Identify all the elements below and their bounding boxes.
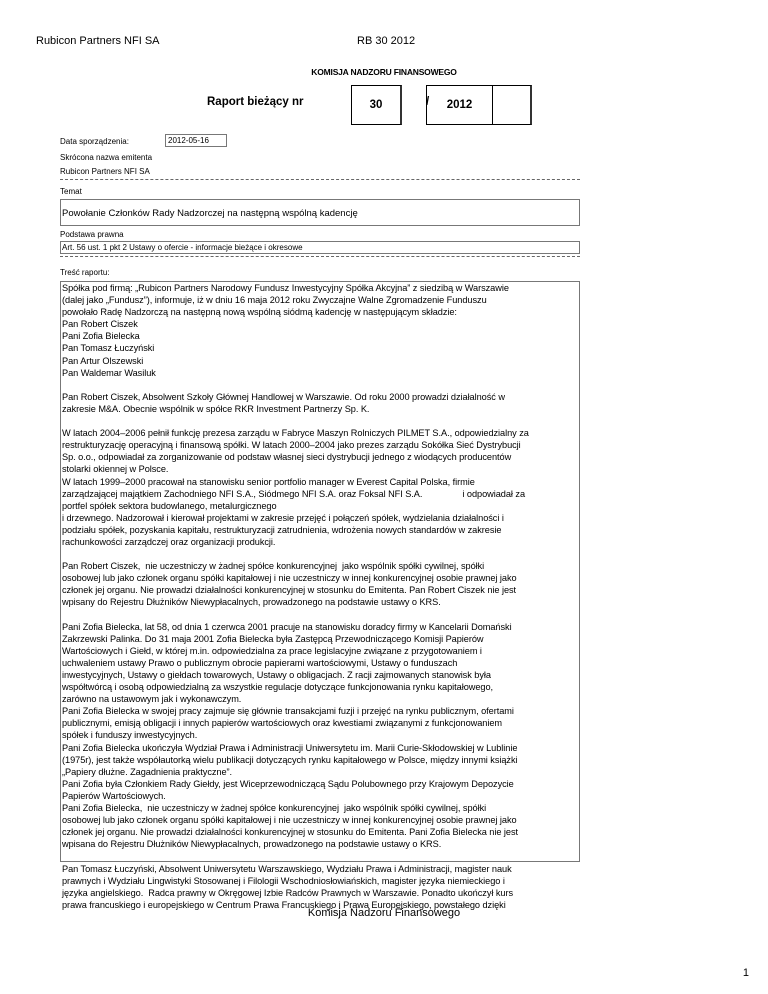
content-line: członek jej organu. Nie prowadzi działalności konkurencyjnej w stosunku do Emitenta. Pan Robert Ciszek nie jest [62, 585, 517, 596]
page-number: 1 [742, 967, 749, 979]
content-line: powołało Radę Nadzorczą na następną nową wspólną siódmą kadencję w następującym składzie: [62, 307, 457, 318]
content-line: Pani Zofia Bielecka, nie uczestniczy w żadnej spółce konkurencyjnej jako wspólnik spółki cywilnej, spółki [62, 803, 487, 814]
subject-label: Temat [60, 187, 82, 196]
content-line: Pan Robert Ciszek, nie uczestniczy w żadnej spółce konkurencyjnej jako wspólnik spółki cywilnej, spółki [62, 561, 485, 572]
report-year-box: 2012 [426, 85, 493, 125]
content-line: członek jej organu. Nie prowadzi działalności konkurencyjnej w stosunku do Emitenta. Pani Zofia Bielecka nie jest [62, 827, 519, 838]
commission-title: KOMISJA NADZORU FINANSOWEGO [311, 67, 457, 77]
content-line: W latach 2004–2006 pełnił funkcję prezesa zarządu w Fabryce Maszyn Rolniczych PILMET S.A., odpowiedzialny za [62, 428, 529, 439]
content-line: restrukturyzację operacyjną i finansową spółki. W latach 2000–2004 jako prezes zarządu Sokółka Sieć Dystrybucji [62, 440, 521, 451]
content-line: prawnych i Wydziału Lingwistyki Stosowanej i Filologii Wschodniosłowiańskich, magister języka niemieckiego i [62, 875, 505, 886]
content-line: Pan Artur Olszewski [62, 355, 144, 366]
content-line: osobowej lub jako członek organu spółki kapitałowej i nie uczestniczy w innej konkurencyjnej osobie prawnej jako [62, 573, 517, 584]
content-line: osobowej lub jako członek organu spółki kapitałowej i nie uczestniczy w innej konkurencyjnej osobie prawnej jako [62, 815, 517, 826]
content-line: zakresie M&A. Obecnie wspólnik w spółce RKR Investment Partnerzy Sp. K. [62, 403, 370, 414]
content-line: zarówno na ustawowym jak i wykonawczym. [62, 694, 242, 705]
content-line: i drzewnego. Nadzorował i kierował projektami w zakresie przejęć i połączeń spółek, wydzielania działalności i [62, 512, 504, 523]
report-separator: / [426, 96, 430, 108]
short-name-label: Skrócona nazwa emitenta [60, 153, 153, 162]
divider [60, 179, 580, 180]
report-extra-box [492, 85, 532, 125]
content-line: współtwórcą i osobą odpowiedzialną za wszystkie regulacje dotyczące funkcjonowania rynku kapitałowego, [62, 682, 494, 693]
content-line: (1975r), jest także współautorką wielu publikacji dotyczących rynku kapitałowego w Polsce, między innymi książki [62, 754, 518, 765]
report-number-box: 30 [351, 85, 402, 125]
content-line: Pani Zofia Bielecka [62, 331, 140, 342]
legal-basis-label: Podstawa prawna [60, 230, 124, 239]
report-content [60, 281, 580, 910]
legal-basis-field: Art. 56 ust. 1 pkt 2 Ustawy o ofercie - informacje bieżące i okresowe [60, 241, 580, 254]
content-line: języka angielskiego. Radca prawny w Okręgowej Izbie Radców Prawnych w Warszawie. Ponadto ukończył kurs [62, 887, 514, 898]
content-line: Pani Zofia Bielecka, lat 58, od dnia 1 czerwca 2001 pracuje na stanowisku doradcy firmy w Kancelarii Domański [62, 621, 512, 632]
content-line: W latach 1999–2000 pracował na stanowisku senior portfolio manager w Everest Capital Polska, firmie [62, 476, 475, 487]
content-line: inwestycyjnych, Ustawy o giełdach towarowych, Ustawy o obligacjach. Z racji zajmowanych stanowisk była [62, 670, 491, 680]
content-line: Pan Tomasz Łuczyński [62, 343, 155, 354]
content-line: „Papiery dłużne. Zagadnienia praktyczne”. [62, 766, 233, 777]
content-line: (dalej jako „Fundusz”), informuje, iż w dniu 16 maja 2012 roku Zwyczajne Walne Zgromadzenie Funduszu [62, 295, 487, 306]
content-line: Sp. o.o., odpowiadał za zorganizowanie od podstaw własnej sieci dystrybucji jednego z wiodących producentów [62, 452, 512, 463]
company-header: Rubicon Partners NFI SA [36, 35, 160, 47]
divider [60, 256, 580, 257]
content-line: uchwaleniem ustawy Prawo o publicznym obrocie papierami wartościowymi, Ustawy o funduszach [62, 657, 458, 668]
content-line: Pani Zofia była Członkiem Rady Giełdy, jest Wiceprzewodniczącą Sądu Polubownego przy Krajowym Depozycie [62, 778, 514, 789]
content-line: stolarki okiennej w Polsce. [62, 464, 169, 475]
content-line: spółek i funduszy inwestycyjnych. [62, 730, 198, 741]
short-name-value: Rubicon Partners NFI SA [60, 167, 150, 176]
content-line: prawa francuskiego i europejskiego w Centrum Prawa Francuskiego i Prawa Europejskiego, powstałego dzięki [62, 899, 506, 910]
content-line: Pan Waldemar Wasiluk [62, 367, 156, 378]
content-line: Pan Robert Ciszek, Absolwent Szkoły Głównej Handlowej w Warszawie. Od roku 2000 prowadzi działalność w [62, 391, 505, 402]
content-line: podziału spółek, pozyskania kapitału, restrukturyzacji zatrudnienia, wdrożenia nowych standardów w zakresie [62, 524, 502, 535]
content-line [62, 850, 579, 862]
content-label: Treść raportu: [60, 268, 110, 277]
content-line: portfel spółek sektora budowlanego, metalurgicznego [62, 500, 277, 511]
content-line: Pani Zofia Bielecka w swojej pracy zajmuje się głównie transakcjami fuzji i przejęć na rynku publicznym, ofertami [62, 706, 514, 717]
content-line: Wartościowych i Giełd, w której m.in. odpowiedzialna za prace legislacyjne związane z przygotowaniem i [62, 645, 482, 656]
content-line: wpisany do Rejestru Dłużników Niewypłacalnych, prowadzonego na podstawie ustawy o KRS. [62, 597, 441, 608]
date-field: 2012-05-16 [165, 134, 227, 147]
content-line: publicznymi, emisją obligacji i innych papierów wartościowych oraz kwestiami związanymi z funkcjonowaniem [62, 718, 503, 729]
content-line: Papierów Wartościowych. [62, 790, 166, 801]
subject-field: Powołanie Członków Rady Nadzorczej na następną wspólną kadencję [60, 199, 580, 226]
content-line [62, 379, 579, 391]
date-label: Data sporządzenia: [60, 137, 129, 146]
page-footer: Komisja Nadzoru Finansowego [307, 907, 461, 919]
content-line: Zakrzewski Palinka. Do 31 maja 2001 Zofia Bielecka była Zastępcą Przewodniczącego Komisji Papierów [62, 633, 484, 644]
content-line [62, 548, 579, 560]
content-line [62, 609, 579, 621]
report-ref-header: RB 30 2012 [357, 35, 416, 47]
content-line: Pani Zofia Bielecka ukończyła Wydział Prawa i Administracji Uniwersytetu im. Marii Curie-Skłodowskiej w Lublinie [62, 742, 518, 753]
content-line: zarządzającej majątkiem Zachodniego NFI S.A., Siódmego NFI S.A. oraz Foksal NFI S.A. i odpowiadał za [62, 488, 526, 499]
content-line: Spółka pod firmą: „Rubicon Partners Narodowy Fundusz Inwestycyjny Spółka Akcyjna” z siedzibą w Warszawie [62, 283, 509, 293]
report-number-label: Raport bieżący nr [207, 96, 304, 108]
content-line [62, 415, 579, 427]
content-line: rachunkowości zarządczej oraz organizacji produkcji. [62, 536, 276, 547]
content-line: wpisana do Rejestru Dłużników Niewypłacalnych, prowadzonego na podstawie ustawy o KRS. [62, 839, 442, 850]
content-line: Pan Robert Ciszek [62, 319, 138, 330]
content-line: Pan Tomasz Łuczyński, Absolwent Uniwersytetu Warszawskiego, Wydziału Prawa i Administracji, magister nauk [62, 863, 512, 874]
